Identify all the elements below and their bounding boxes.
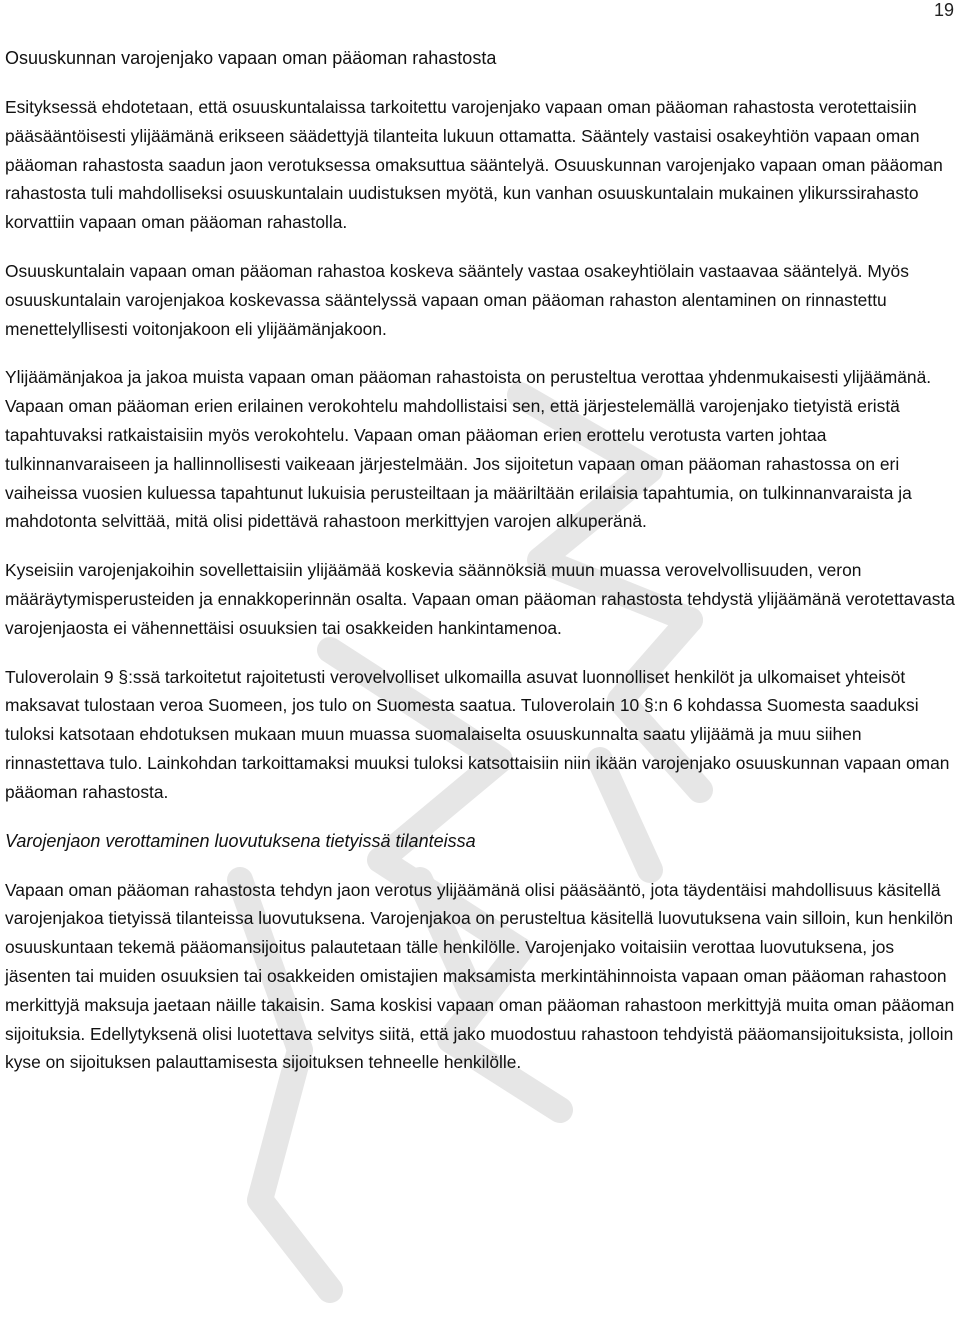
document-body xyxy=(5,44,955,1097)
paragraph: Tuloverolain 9 §:ssä tarkoitetut rajoitetusti verovelvolliset ulkomailla asuvat luonnolliset henkilöt ja ulkomaiset yhteisöt maksavat tulostaan veroa Suomeen, jos tulo on Suomesta saatua. Tuloverolain 10 §:n 6 kohdassa Suomesta saaduksi tuloksi katsotaan ehdotuksen mukaan muun muassa suomalaiselta osuuskunnalta saatu ylijäämä ja muu siihen rinnastettava tulo. Lainkohdan tarkoittamaksi muuksi tuloksi katsottaisiin niin ikään varojenjako osuuskunnan vapaan oman pääoman rahastosta. xyxy=(5,666,950,802)
paragraph: Esityksessä ehdotetaan, että osuuskuntalaissa tarkoitettu varojenjako vapaan oman pääoman rahastosta verotettaisiin pääsääntöisesti ylijäämänä erikseen säädettyjä tilanteita lukuun ottamatta. Sääntely vastaisi osakeyhtiön vapaan oman pääoman rahastosta saadun jaon verotuksessa omaksuttua sääntelyä. Osuuskunnan varojenjako vapaan oman pääoman rahastosta tuli mahdolliseksi osuuskuntalain uudistuksen myötä, kun vanhan osuuskuntalain mukainen ylikurssirahasto korvattiin vapaan oman pääoman rahastolla. xyxy=(5,97,943,233)
section-heading: Varojenjaon verottaminen luovutuksena tietyissä tilanteissa xyxy=(5,830,476,851)
section-varojenjako xyxy=(5,44,955,807)
section-heading: Osuuskunnan varojenjako vapaan oman pääoman rahastosta xyxy=(5,48,497,68)
page-number: 19 xyxy=(933,0,954,20)
paragraph: Vapaan oman pääoman rahastosta tehdyn jaon verotus ylijäämänä olisi pääsääntö, jota täydentäisi mahdollisuus käsitellä varojenjakoa tietyissä tilanteissa luovutuksena. Varojenjakoa on perusteltua käsitellä luovutuksena vain silloin, kun henkilön osuuskuntaan tekemä pääomansijoitus palautetaan tälle henkilölle. Varojenjako voitaisiin verottaa luovutuksena, jos jäsenten tai muiden osuuksien tai osakkeiden omistajien maksamista merkintähinnoista vapaan oman pääoman rahastoon merkittyjä maksuja jaetaan näille takaisin. Sama koskisi vapaan oman pääoman rahastoon merkittyjä muita oman pääoman sijoituksia. Edellytyksenä olisi luotettava selvitys siitä, että jako muodostuu rahastoon tehdyistä pääomansijoituksista, jolloin kyse on sijoituksen palauttamisesta sijoituksen tehneelle henkilölle. xyxy=(5,879,955,1073)
paragraph: Kyseisiin varojenjakoihin sovellettaisiin ylijäämää koskevia säännöksiä muun muassa verovelvollisuuden, veron määräytymisperusteiden ja ennakkoperinnän osalta. Vapaan oman pääoman rahastosta tehdystä ylijäämänä verotettavasta varojenjaosta ei vähennettäisi osuuksien tai osakkeiden hankintamenoa. xyxy=(5,560,955,638)
section-luovutus xyxy=(5,827,955,1078)
paragraph: Osuuskuntalain vapaan oman pääoman rahastoa koskeva sääntely vastaa osakeyhtiölain vastaavaa sääntelyä. Myös osuuskuntalain varojenjakoa koskevassa sääntelyssä vapaan oman pääoman rahaston alentaminen on rinnastettu menettelyllisesti voitonjakoon eli ylijäämänjakoon. xyxy=(5,260,909,339)
paragraph: Ylijäämänjakoa ja jakoa muista vapaan oman pääoman rahastoista on perusteltua verottaa yhdenmukaisesti ylijäämänä. Vapaan oman pääoman erien erilainen verokohtelu mahdollistaisi sen, että järjestelemällä varojenjako tietyistä eristä tapahtuvaksi ratkaistaisiin myös verokohtelu. Vapaan oman pääoman erien erottelu verotusta varten johtaa tulkinnanvaraiseen ja hallinnollisesti vaikeaan järjestelmään. Jos sijoitetun vapaan oman pääoman rahastossa on eri vaiheissa vuosien kuluessa tapahtunut lukuisia perusteiltaan ja määriltään erilaisia tapahtumia, on tulkinnanvaraista ja mahdotonta selvittää, mitä olisi pidettävä rahastoon merkittyjen varojen alkuperänä. xyxy=(5,367,932,532)
